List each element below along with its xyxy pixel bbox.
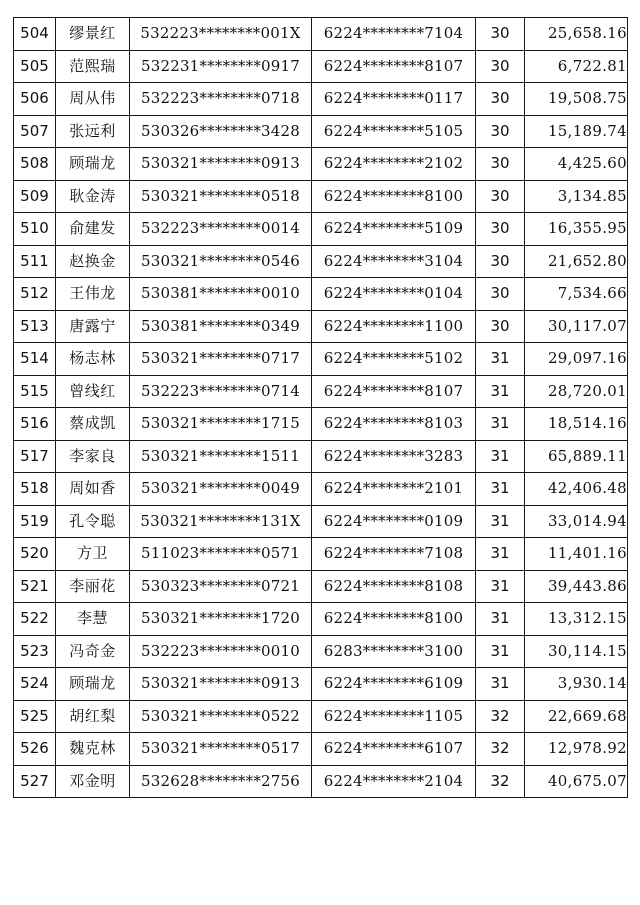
table-row — [14, 408, 628, 441]
row-number-cell: 524 — [14, 668, 56, 701]
person-name-cell: 邓金明 — [56, 765, 130, 798]
bank-card-cell: 6224********7108 — [312, 538, 476, 571]
bank-card-cell: 6224********8108 — [312, 570, 476, 603]
id-number-cell: 511023********0571 — [130, 538, 312, 571]
person-name-cell: 李丽花 — [56, 570, 130, 603]
person-name-cell: 曾线红 — [56, 375, 130, 408]
amount-cell: 39,443.86 — [525, 570, 628, 603]
table-row — [14, 213, 628, 246]
group-number-cell: 32 — [476, 765, 525, 798]
person-name-cell: 胡红梨 — [56, 700, 130, 733]
bank-card-cell: 6224********0104 — [312, 278, 476, 311]
amount-cell: 3,930.14 — [525, 668, 628, 701]
group-number-cell: 30 — [476, 83, 525, 116]
person-name-cell: 张远利 — [56, 115, 130, 148]
amount-cell: 33,014.94 — [525, 505, 628, 538]
person-name-cell: 周如香 — [56, 473, 130, 506]
group-number-cell: 31 — [476, 343, 525, 376]
bank-card-cell: 6224********1100 — [312, 310, 476, 343]
amount-cell: 16,355.95 — [525, 213, 628, 246]
table-row — [14, 245, 628, 278]
bank-card-cell: 6224********2104 — [312, 765, 476, 798]
group-number-cell: 31 — [476, 538, 525, 571]
person-name-cell: 顾瑞龙 — [56, 148, 130, 181]
person-name-cell: 李家良 — [56, 440, 130, 473]
table-row — [14, 635, 628, 668]
table-row — [14, 440, 628, 473]
table-row — [14, 765, 628, 798]
id-number-cell: 530321********0546 — [130, 245, 312, 278]
row-number-cell: 514 — [14, 343, 56, 376]
table-row — [14, 473, 628, 506]
group-number-cell: 30 — [476, 180, 525, 213]
bank-card-cell: 6224********5109 — [312, 213, 476, 246]
person-name-cell: 顾瑞龙 — [56, 668, 130, 701]
person-name-cell: 冯奇金 — [56, 635, 130, 668]
bank-card-cell: 6224********2102 — [312, 148, 476, 181]
person-name-cell: 缪景红 — [56, 18, 130, 51]
bank-card-cell: 6224********0109 — [312, 505, 476, 538]
group-number-cell: 31 — [476, 668, 525, 701]
amount-cell: 12,978.92 — [525, 733, 628, 766]
person-name-cell: 李慧 — [56, 603, 130, 636]
row-number-cell: 511 — [14, 245, 56, 278]
id-number-cell: 530321********131X — [130, 505, 312, 538]
group-number-cell: 31 — [476, 473, 525, 506]
row-number-cell: 517 — [14, 440, 56, 473]
amount-cell: 15,189.74 — [525, 115, 628, 148]
id-number-cell: 530321********1511 — [130, 440, 312, 473]
person-name-cell: 魏克林 — [56, 733, 130, 766]
row-number-cell: 513 — [14, 310, 56, 343]
group-number-cell: 30 — [476, 310, 525, 343]
id-number-cell: 530326********3428 — [130, 115, 312, 148]
row-number-cell: 508 — [14, 148, 56, 181]
amount-cell: 28,720.01 — [525, 375, 628, 408]
id-number-cell: 532231********0917 — [130, 50, 312, 83]
amount-cell: 29,097.16 — [525, 343, 628, 376]
amount-cell: 42,406.48 — [525, 473, 628, 506]
bank-card-cell: 6224********2101 — [312, 473, 476, 506]
row-number-cell: 519 — [14, 505, 56, 538]
id-number-cell: 532223********001X — [130, 18, 312, 51]
row-number-cell: 521 — [14, 570, 56, 603]
amount-cell: 11,401.16 — [525, 538, 628, 571]
amount-cell: 30,117.07 — [525, 310, 628, 343]
amount-cell: 18,514.16 — [525, 408, 628, 441]
person-name-cell: 周从伟 — [56, 83, 130, 116]
group-number-cell: 31 — [476, 505, 525, 538]
group-number-cell: 30 — [476, 278, 525, 311]
group-number-cell: 31 — [476, 440, 525, 473]
group-number-cell: 31 — [476, 603, 525, 636]
table-row — [14, 115, 628, 148]
bank-card-cell: 6224********7104 — [312, 18, 476, 51]
table-row — [14, 570, 628, 603]
person-name-cell: 蔡成凯 — [56, 408, 130, 441]
row-number-cell: 509 — [14, 180, 56, 213]
person-name-cell: 方卫 — [56, 538, 130, 571]
person-name-cell: 俞建发 — [56, 213, 130, 246]
group-number-cell: 30 — [476, 148, 525, 181]
table-row — [14, 700, 628, 733]
bank-card-cell: 6224********8100 — [312, 180, 476, 213]
group-number-cell: 30 — [476, 18, 525, 51]
table-row — [14, 278, 628, 311]
bank-card-cell: 6224********8107 — [312, 50, 476, 83]
row-number-cell: 510 — [14, 213, 56, 246]
row-number-cell: 515 — [14, 375, 56, 408]
id-number-cell: 530381********0010 — [130, 278, 312, 311]
person-name-cell: 范熙瑞 — [56, 50, 130, 83]
id-number-cell: 530321********0913 — [130, 668, 312, 701]
person-name-cell: 赵换金 — [56, 245, 130, 278]
group-number-cell: 30 — [476, 50, 525, 83]
records-table — [13, 17, 628, 798]
bank-card-cell: 6283********3100 — [312, 635, 476, 668]
records-table-body — [14, 18, 628, 798]
row-number-cell: 525 — [14, 700, 56, 733]
group-number-cell: 31 — [476, 375, 525, 408]
bank-card-cell: 6224********8107 — [312, 375, 476, 408]
amount-cell: 13,312.15 — [525, 603, 628, 636]
table-row — [14, 505, 628, 538]
bank-card-cell: 6224********1105 — [312, 700, 476, 733]
group-number-cell: 31 — [476, 635, 525, 668]
group-number-cell: 30 — [476, 245, 525, 278]
table-row — [14, 668, 628, 701]
id-number-cell: 530323********0721 — [130, 570, 312, 603]
row-number-cell: 523 — [14, 635, 56, 668]
group-number-cell: 30 — [476, 115, 525, 148]
bank-card-cell: 6224********8100 — [312, 603, 476, 636]
id-number-cell: 530321********0522 — [130, 700, 312, 733]
row-number-cell: 507 — [14, 115, 56, 148]
person-name-cell: 唐露宁 — [56, 310, 130, 343]
id-number-cell: 530321********1720 — [130, 603, 312, 636]
id-number-cell: 532223********0714 — [130, 375, 312, 408]
amount-cell: 40,675.07 — [525, 765, 628, 798]
row-number-cell: 516 — [14, 408, 56, 441]
bank-card-cell: 6224********3104 — [312, 245, 476, 278]
row-number-cell: 520 — [14, 538, 56, 571]
row-number-cell: 512 — [14, 278, 56, 311]
amount-cell: 7,534.66 — [525, 278, 628, 311]
id-number-cell: 530321********0717 — [130, 343, 312, 376]
amount-cell: 4,425.60 — [525, 148, 628, 181]
bank-card-cell: 6224********8103 — [312, 408, 476, 441]
group-number-cell: 31 — [476, 408, 525, 441]
amount-cell: 65,889.11 — [525, 440, 628, 473]
person-name-cell: 杨志林 — [56, 343, 130, 376]
row-number-cell: 505 — [14, 50, 56, 83]
amount-cell: 22,669.68 — [525, 700, 628, 733]
table-row — [14, 180, 628, 213]
row-number-cell: 518 — [14, 473, 56, 506]
id-number-cell: 530381********0349 — [130, 310, 312, 343]
amount-cell: 30,114.15 — [525, 635, 628, 668]
table-row — [14, 733, 628, 766]
amount-cell: 6,722.81 — [525, 50, 628, 83]
id-number-cell: 530321********1715 — [130, 408, 312, 441]
id-number-cell: 532223********0718 — [130, 83, 312, 116]
row-number-cell: 526 — [14, 733, 56, 766]
table-row — [14, 343, 628, 376]
group-number-cell: 30 — [476, 213, 525, 246]
id-number-cell: 532628********2756 — [130, 765, 312, 798]
id-number-cell: 530321********0913 — [130, 148, 312, 181]
row-number-cell: 522 — [14, 603, 56, 636]
bank-card-cell: 6224********5105 — [312, 115, 476, 148]
bank-card-cell: 6224********6109 — [312, 668, 476, 701]
bank-card-cell: 6224********6107 — [312, 733, 476, 766]
table-row — [14, 148, 628, 181]
id-number-cell: 532223********0014 — [130, 213, 312, 246]
id-number-cell: 532223********0010 — [130, 635, 312, 668]
table-row — [14, 538, 628, 571]
id-number-cell: 530321********0518 — [130, 180, 312, 213]
amount-cell: 3,134.85 — [525, 180, 628, 213]
group-number-cell: 32 — [476, 733, 525, 766]
table-row — [14, 18, 628, 51]
row-number-cell: 506 — [14, 83, 56, 116]
person-name-cell: 王伟龙 — [56, 278, 130, 311]
table-row — [14, 50, 628, 83]
bank-card-cell: 6224********0117 — [312, 83, 476, 116]
person-name-cell: 耿金涛 — [56, 180, 130, 213]
amount-cell: 21,652.80 — [525, 245, 628, 278]
table-row — [14, 83, 628, 116]
table-row — [14, 603, 628, 636]
row-number-cell: 527 — [14, 765, 56, 798]
person-name-cell: 孔令聪 — [56, 505, 130, 538]
table-row — [14, 375, 628, 408]
row-number-cell: 504 — [14, 18, 56, 51]
table-row — [14, 310, 628, 343]
id-number-cell: 530321********0049 — [130, 473, 312, 506]
amount-cell: 25,658.16 — [525, 18, 628, 51]
amount-cell: 19,508.75 — [525, 83, 628, 116]
bank-card-cell: 6224********3283 — [312, 440, 476, 473]
bank-card-cell: 6224********5102 — [312, 343, 476, 376]
group-number-cell: 31 — [476, 570, 525, 603]
id-number-cell: 530321********0517 — [130, 733, 312, 766]
group-number-cell: 32 — [476, 700, 525, 733]
